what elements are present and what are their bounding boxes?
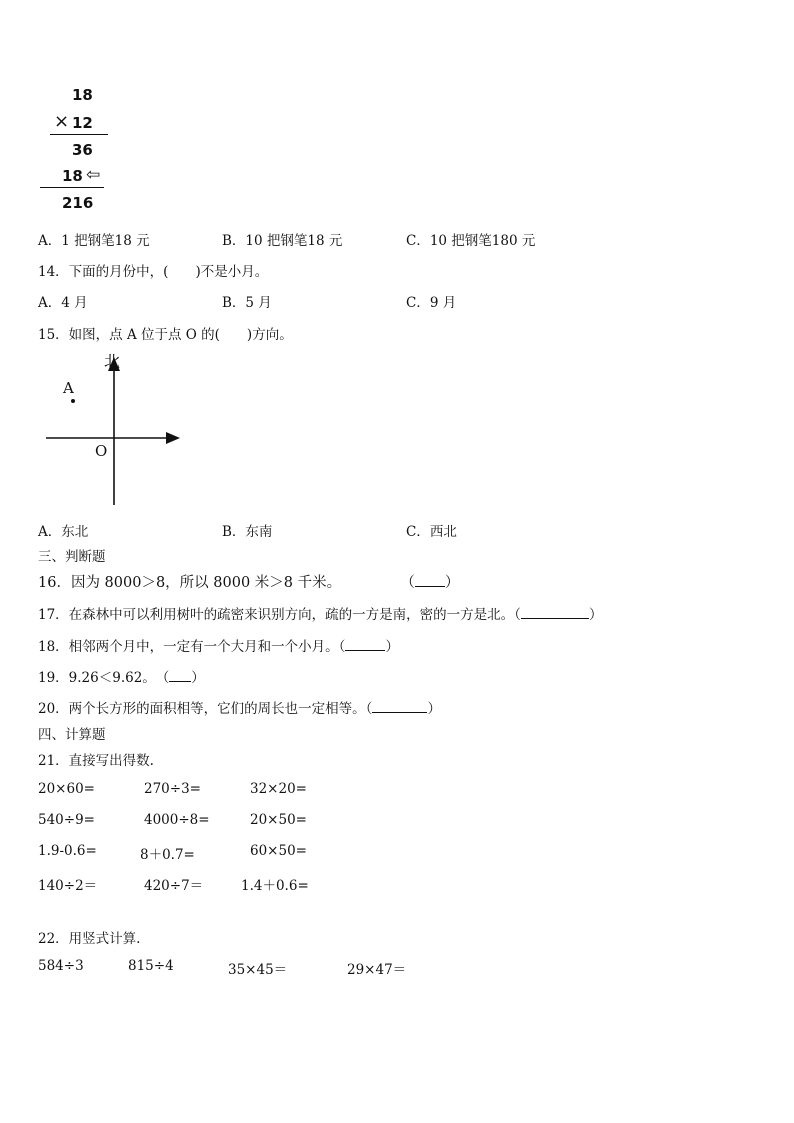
q22-item: 815÷4: [128, 958, 174, 974]
mult-divider-line-2: [40, 187, 104, 188]
q18-close: ）: [385, 639, 399, 655]
q22-item: 29×47＝: [347, 962, 407, 978]
q14-stem: 14．下面的月份中，( )不是小月。: [38, 264, 269, 280]
q21-item: 420÷7＝: [144, 878, 204, 894]
east-arrow-icon: [166, 432, 180, 444]
mult-divider-line-1: [50, 134, 108, 135]
q21-item: 4000÷8=: [144, 812, 210, 828]
mult-partial-2: 18: [62, 167, 83, 185]
q17-text: 17．在森林中可以利用树叶的疏密来识别方向，疏的一方是南，密的一方是北。（: [38, 607, 521, 623]
q21-item: 1.9-0.6=: [38, 843, 97, 859]
point-a-dot: [71, 399, 75, 403]
mult-result: 216: [62, 194, 94, 212]
q18-text: 18．相邻两个月中，一定有一个大月和一个小月。（: [38, 639, 346, 655]
mult-top-number: 18: [72, 86, 93, 104]
q18: [38, 635, 399, 655]
q14-option-c: C．9 月: [406, 295, 457, 311]
q19: [38, 666, 205, 686]
q19-close: ）: [191, 670, 205, 686]
q18-answer-blank[interactable]: [345, 638, 385, 651]
mult-partial-1: 36: [72, 141, 93, 159]
q21-item: 1.4＋0.6=: [241, 878, 309, 894]
q19-answer-blank[interactable]: [169, 669, 191, 682]
q14-option-b: B．5 月: [222, 295, 272, 311]
q17: [38, 603, 602, 623]
times-sign: ×: [54, 111, 70, 132]
q13-option-a: A．1 把钢笔18 元: [38, 233, 150, 249]
q21-stem: 21．直接写出得数.: [38, 753, 154, 769]
q13-option-b: B．10 把钢笔18 元: [222, 233, 343, 249]
q16-text: 16．因为 8000＞8，所以 8000 米＞8 千米。: [38, 575, 342, 591]
q21-item: 540÷9=: [38, 812, 95, 828]
q20-answer-blank[interactable]: [372, 700, 427, 713]
q15-option-b: B．东南: [222, 524, 273, 540]
q17-close: ）: [588, 607, 603, 623]
q21-item: 60×50=: [250, 843, 307, 859]
q21-item: 8＋0.7=: [140, 847, 195, 863]
q21-item: 270÷3=: [144, 781, 201, 797]
north-label: 北: [104, 352, 121, 371]
q21-item: 20×60=: [38, 781, 95, 797]
origin-label: O: [95, 442, 108, 460]
q16-open: （: [400, 575, 415, 591]
section-4-title: 四、计算题: [38, 727, 106, 743]
q22-stem: 22．用竖式计算.: [38, 931, 141, 947]
q19-text: 19．9.26＜9.62。 （: [38, 670, 170, 686]
q20-text: 20．两个长方形的面积相等，它们的周长也一定相等。（: [38, 701, 373, 717]
q22-item: 584÷3: [38, 958, 84, 974]
section-3-title: 三、判断题: [38, 549, 106, 565]
q21-item: 20×50=: [250, 812, 307, 828]
q17-answer-blank[interactable]: [521, 606, 589, 619]
q21-item: 140÷2＝: [38, 878, 98, 894]
q14-option-a: A．4 月: [38, 295, 88, 311]
q15-option-c: C．西北: [406, 524, 457, 540]
q15-option-a: A．东北: [38, 524, 89, 540]
point-a-label: A: [63, 379, 74, 397]
mult-multiplier: 12: [72, 114, 93, 132]
q16: [38, 571, 459, 592]
q20: [38, 697, 441, 717]
q21-item: 32×20=: [250, 781, 307, 797]
q13-option-c: C．10 把钢笔180 元: [406, 233, 536, 249]
q16-close: ）: [444, 575, 460, 591]
q16-answer-blank[interactable]: [415, 574, 445, 587]
q20-close: ）: [427, 701, 441, 717]
q15-stem: 15．如图，点 A 位于点 O 的( )方向。: [38, 327, 293, 343]
q22-item: 35×45＝: [228, 962, 288, 978]
left-arrow-icon: ⇦: [86, 165, 101, 185]
